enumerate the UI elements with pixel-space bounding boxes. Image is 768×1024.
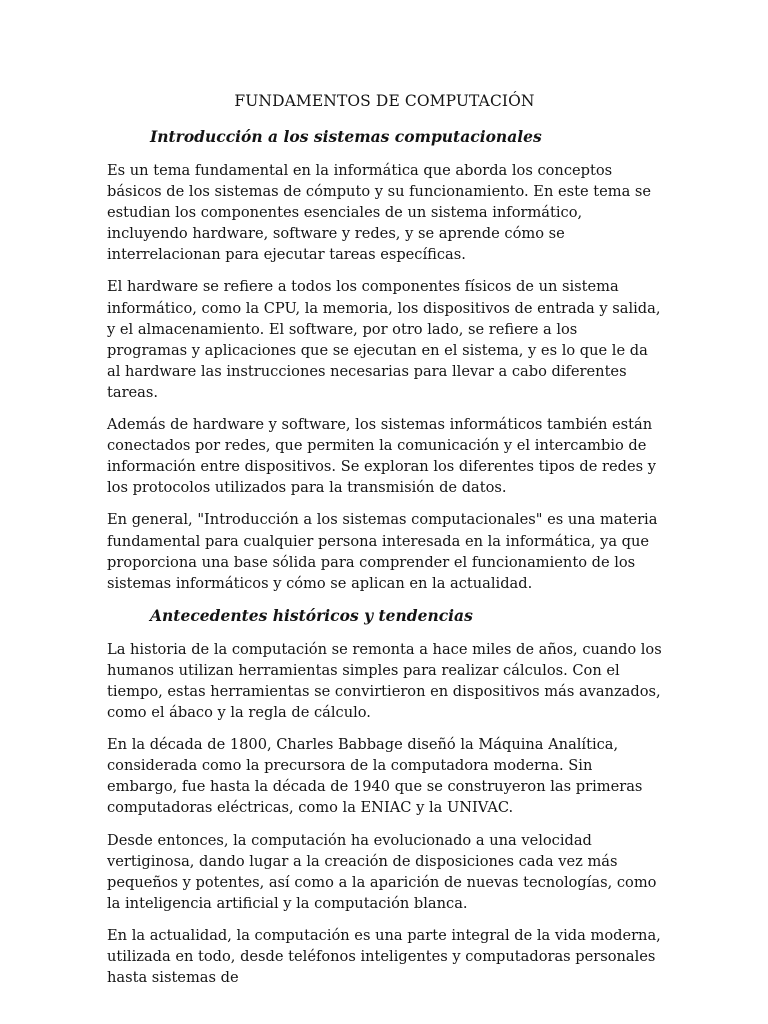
document-body — [107, 90, 662, 999]
paragraph: La historia de la computación se remonta a hace miles de años, cuando los humanos utilizan herramientas simples para realizar cálculos. Con el tiempo, estas herramientas se convirtieron en dispositivos más avanzados, como el ábaco y la regla de cálculo. — [107, 640, 662, 722]
paragraph: El hardware se refiere a todos los componentes físicos de un sistema informático, como la CPU, la memoria, los dispositivos de entrada y salida, y el almacenamiento. El software, por otro lado, se refiere a los programas y aplicaciones que se ejecutan en el sistema, y es lo que le da al hardware las instrucciones necesarias para llevar a cabo diferentes tareas. — [107, 278, 661, 401]
paragraph: Además de hardware y software, los sistemas informáticos también están conectados por redes, que permiten la comunicación y el intercambio de información entre dispositivos. Se exploran los diferentes tipos de redes y los protocolos utilizados para la transmisión de datos. — [107, 416, 656, 497]
section-heading-antecedentes: Antecedentes históricos y tendencias — [150, 605, 473, 625]
section-heading-introduccion: Introducción a los sistemas computacionales — [150, 127, 542, 146]
paragraph: En general, "Introducción a los sistemas computacionales" es una materia fundamental para cualquier persona interesada en la informática, ya que proporciona una base sólida para comprender el funcionamiento de los sistemas informáticos y cómo se aplican en la actualidad. — [107, 511, 658, 592]
paragraph: Es un tema fundamental en la informática que aborda los conceptos básicos de los sistemas de cómputo y su funcionamiento. En este tema se estudian los componentes esenciales de un sistema informático, incluyendo hardware, software y redes, y se aprende cómo se interrelacionan para ejecutar tareas específicas. — [107, 162, 652, 264]
paragraph: En la década de 1800, Charles Babbage diseñó la Máquina Analítica, considerada como la precursora de la computadora moderna. Sin embargo, fue hasta la década de 1940 que se construyeron las primeras computadoras eléctricas, como la ENIAC y la UNIVAC. — [107, 736, 643, 817]
document-title: FUNDAMENTOS DE COMPUTACIÓN — [234, 92, 535, 110]
paragraph: En la actualidad, la computación es una parte integral de la vida moderna, utilizada en todo, desde teléfonos inteligentes y computadoras personales hasta sistemas de — [107, 926, 661, 987]
paragraph: Desde entonces, la computación ha evolucionado a una velocidad vertiginosa, dando lugar a la creación de disposiciones cada vez más pequeños y potentes, así como a la aparición de nuevas tecnologías, como la inteligencia artificial y la computación blanca. — [107, 831, 657, 912]
